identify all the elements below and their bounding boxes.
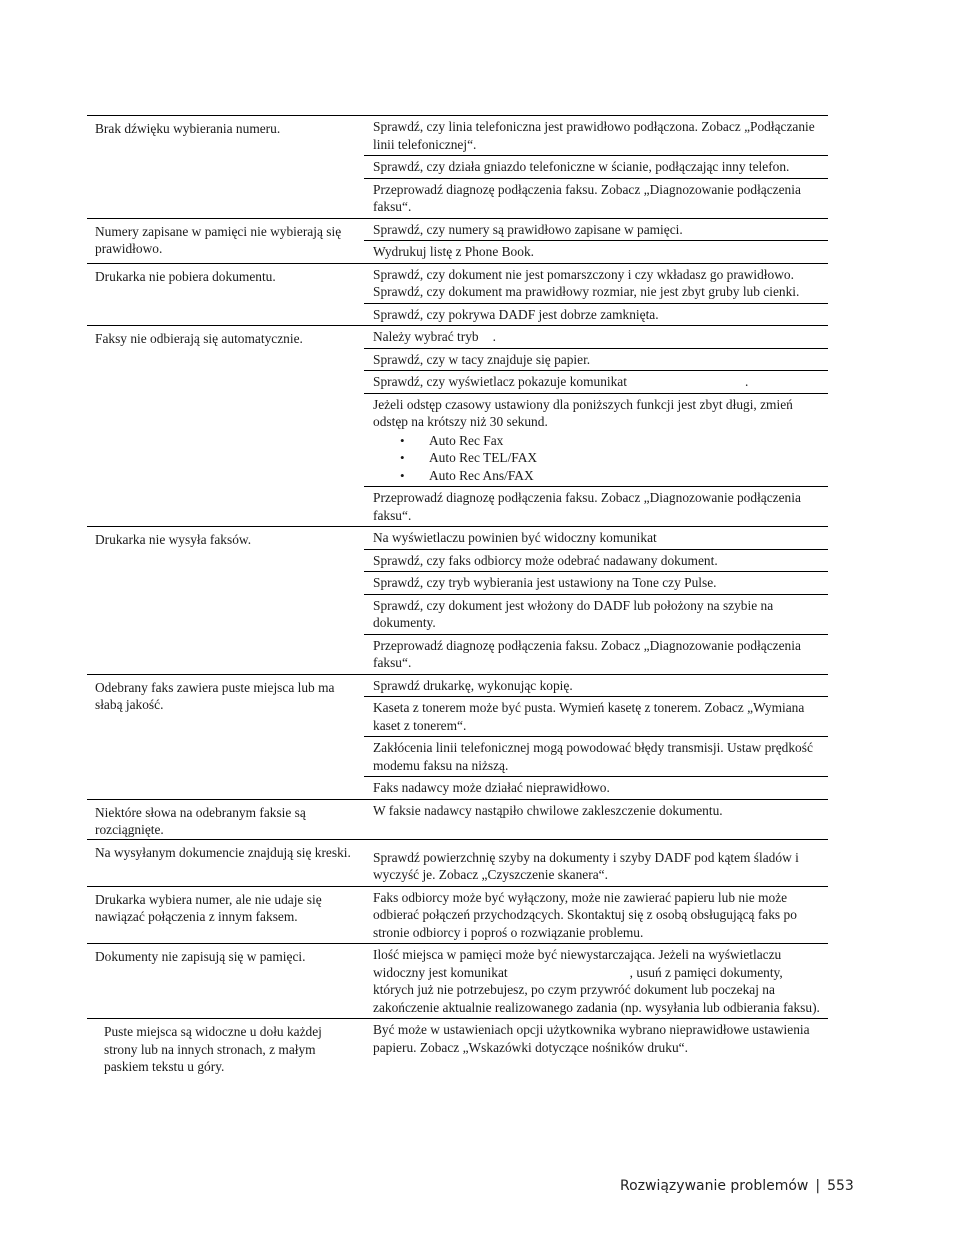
solution-item: Sprawdź, czy dokument nie jest pomarszczony i czy wkładasz go prawidłowo. Sprawdź, czy dokument ma prawidłowy rozmiar, nie jest zbyt gruby lub cienki.: [373, 266, 800, 299]
solution-item: Sprawdź drukarkę, wykonując kopię.: [373, 677, 573, 693]
solution-text: , usuń z pamięci dokumenty, których już nie potrzebujesz, po czym przywróć dokument lub poczekaj na zakończenie aktualnie realizowanego zadania (np. wysyłania lub odbierania faksu).: [373, 964, 820, 1015]
solution-item: Wydrukuj listę z Phone Book.: [364, 240, 828, 263]
solution-item: Sprawdź, czy pokrywa DADF jest dobrze zamknięta.: [364, 303, 828, 326]
solution-item: Kaseta z tonerem może być pusta. Wymień kasetę z tonerem. Zobacz „Wymiana kaset z tonerem“.: [364, 696, 828, 736]
problem-cell: Niektóre słowa na odebranym faksie są rozciągnięte.: [95, 804, 306, 837]
solutions-cell: [364, 675, 828, 799]
solutions-cell: [364, 219, 828, 263]
solution-item: Przeprowadź diagnozę podłączenia faksu. Zobacz „Diagnozowanie podłączenia faksu“.: [364, 178, 828, 218]
solution-item: Faks nadawcy może działać nieprawidłowo.: [364, 776, 828, 799]
solution-item: Należy wybrać tryb .: [373, 329, 496, 344]
problem-cell: Drukarka wybiera numer, ale nie udaje się nawiązać połączenia z innym faksem.: [95, 891, 322, 924]
solution-item: Sprawdź, czy numery są prawidłowo zapisane w pamięci.: [373, 221, 683, 237]
problem-cell: Puste miejsca są widoczne u dołu każdej strony lub na innych stronach, z małym paskiem tekstu u góry.: [104, 1024, 322, 1074]
solutions-cell: [364, 264, 828, 326]
solution-text: Należy wybrać tryb: [373, 329, 479, 344]
solution-item: Sprawdź, czy faks odbiorcy może odebrać nadawany dokument.: [364, 549, 828, 572]
table-row: [87, 325, 828, 526]
solution-item: Sprawdź, czy dokument jest włożony do DADF lub położony na szybie na dokumenty.: [364, 594, 828, 634]
solutions-cell: [364, 527, 828, 674]
bullet-item: • Auto Rec Ans/FAX: [413, 467, 820, 485]
table-row: [87, 674, 828, 799]
solution-item: Sprawdź powierzchnię szyby na dokumenty i szyby DADF pod kątem śladów i wyczyść je. Zobacz „Czyszczenie skanera“.: [373, 849, 799, 882]
table-row: [87, 943, 828, 1018]
table-row: [87, 218, 828, 263]
solution-text: Sprawdź, czy wyświetlacz pokazuje komunikat: [373, 374, 627, 389]
problem-cell: Numery zapisane w pamięci nie wybierają się prawidłowo.: [95, 223, 342, 256]
solution-item: Sprawdź, czy wyświetlacz pokazuje komunikat .: [364, 370, 828, 393]
table-row: [87, 886, 828, 944]
solution-item: Faks odbiorcy może być wyłączony, może nie zawierać papieru lub nie może odbierać połączeń przychodzących. Skontaktuj się z osobą obsługującą faks po stronie odbiorcy i poproś o rozwiązanie problemu.: [373, 889, 797, 940]
problem-cell: Dokumenty nie zapisują się w pamięci.: [95, 949, 306, 964]
solution-item: Zakłócenia linii telefonicznej mogą powodować błędy transmisji. Ustaw prędkość modemu faksu na niższą.: [364, 736, 828, 776]
solution-text: Ilość miejsca w pamięci może być niewystarczająca. Jeżeli na wyświetlaczu widoczny jest komunikat: [373, 947, 782, 980]
solution-item: Sprawdź, czy w tacy znajduje się papier.: [364, 348, 828, 371]
table-row: [87, 526, 828, 674]
table-row: [87, 1018, 828, 1076]
solutions-cell: [364, 326, 828, 526]
footer-separator: |: [815, 1178, 821, 1194]
solution-item: Sprawdź, czy działa gniazdo telefoniczne w ścianie, podłączając inny telefon.: [364, 155, 828, 178]
solution-item: Przeprowadź diagnozę podłączenia faksu. Zobacz „Diagnozowanie podłączenia faksu“.: [364, 634, 828, 674]
solution-item: W faksie nadawcy nastąpiło chwilowe zakleszczenie dokumentu.: [373, 802, 723, 818]
problem-cell: Na wysyłanym dokumencie znajdują się kreski.: [95, 844, 351, 860]
solution-item: [364, 393, 828, 487]
page-footer: [620, 1178, 854, 1194]
solutions-cell: [364, 116, 828, 218]
solution-item: Być może w ustawieniach opcji użytkownika wybrano nieprawidłowe ustawienia papieru. Zobacz „Wskazówki dotyczące nośników druku“.: [373, 1022, 810, 1055]
problem-cell: Odebrany faks zawiera puste miejsca lub ma słabą jakość.: [95, 679, 335, 712]
solution-text: Jeżeli odstęp czasowy ustawiony dla poniższych funkcji jest zbyt długi, zmień odstęp na krótszy niż 30 sekund.: [373, 396, 793, 429]
problem-cell: Drukarka nie wysyła faksów.: [95, 532, 252, 547]
solution-item: Sprawdź, czy linia telefoniczna jest prawidłowo podłączona. Zobacz „Podłączanie linii telefonicznej“.: [373, 119, 815, 152]
bullet-item: • Auto Rec Fax: [413, 432, 820, 450]
table-row: [87, 263, 828, 326]
footer-section-title: Rozwiązywanie problemów: [620, 1178, 809, 1194]
solution-item: [364, 944, 828, 1018]
bullet-list: [373, 432, 820, 485]
solutions-cell: [364, 800, 828, 839]
solutions-cell: [364, 1019, 828, 1076]
table-row: [87, 799, 828, 839]
troubleshooting-table: [87, 115, 828, 1076]
problem-cell: Faksy nie odbierają się automatycznie.: [95, 331, 303, 346]
solutions-cell: [364, 887, 828, 944]
solutions-cell: [364, 840, 828, 886]
problem-cell: Brak dźwięku wybierania numeru.: [95, 121, 281, 136]
solution-item: Na wyświetlaczu powinien być widoczny komunikat: [373, 530, 657, 545]
table-row: [87, 115, 828, 218]
bullet-item: • Auto Rec TEL/FAX: [413, 449, 820, 467]
problem-cell: Drukarka nie pobiera dokumentu.: [95, 268, 276, 284]
solution-item: Przeprowadź diagnozę podłączenia faksu. Zobacz „Diagnozowanie podłączenia faksu“.: [364, 486, 828, 526]
table-row: [87, 839, 828, 886]
page-number: 553: [827, 1178, 854, 1194]
solution-item: Sprawdź, czy tryb wybierania jest ustawiony na Tone czy Pulse.: [364, 571, 828, 594]
solutions-cell: [364, 944, 828, 1018]
